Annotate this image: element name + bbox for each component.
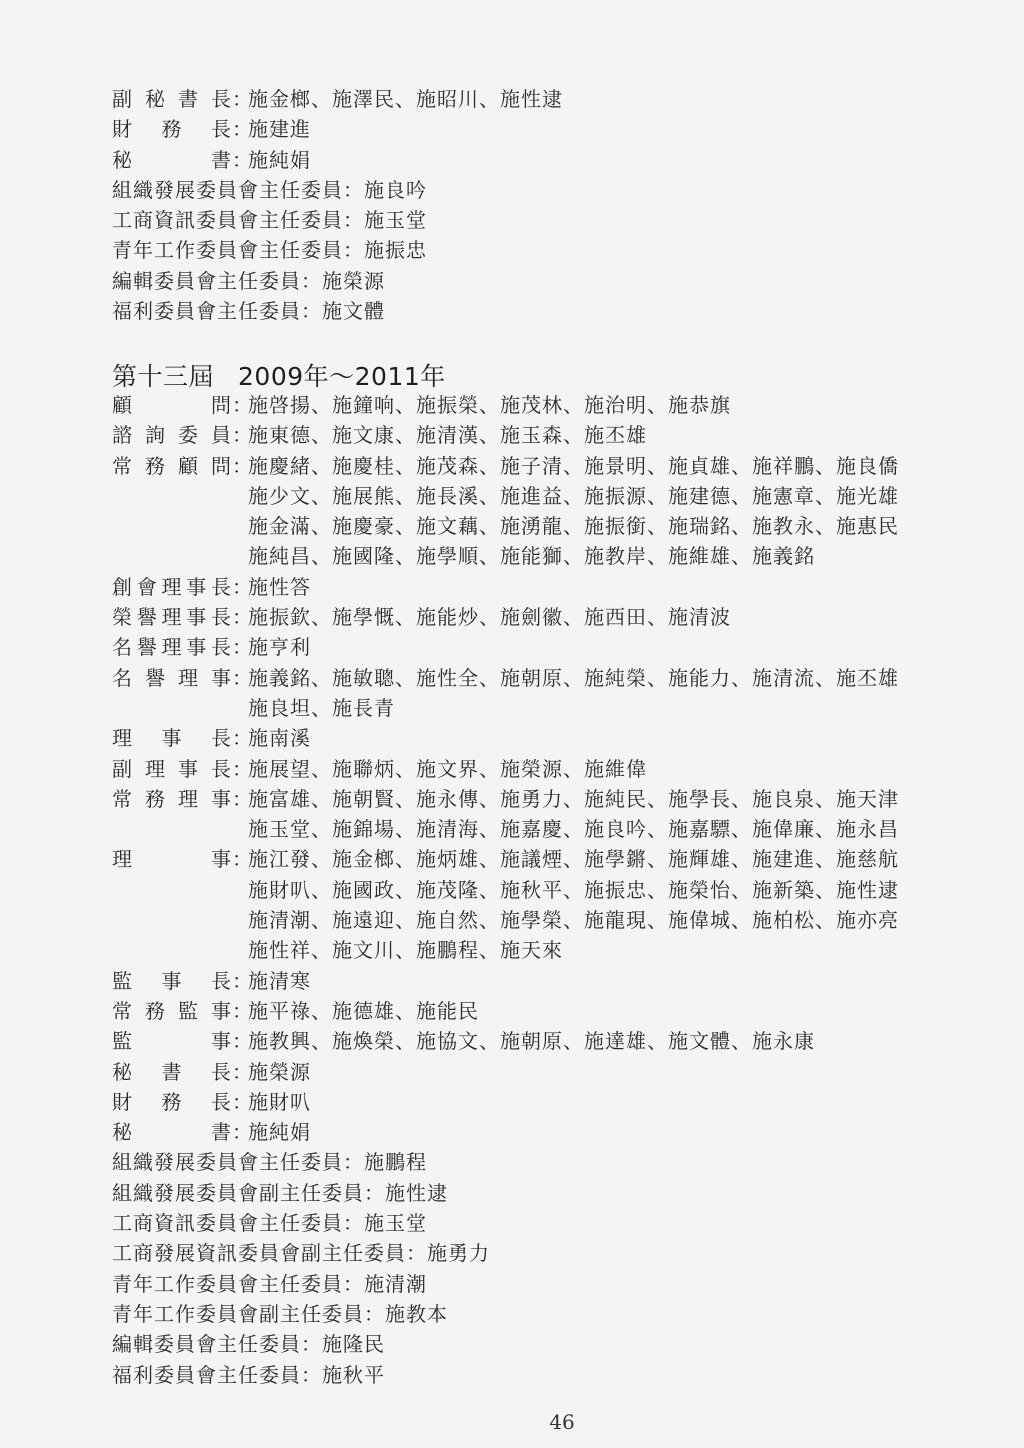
member-names-continued: 施性祥、施文川、施鵬程、施天來	[248, 938, 563, 963]
role-label: 監事長	[112, 968, 232, 993]
committee-line: 福利委員會主任委員：施文體	[112, 299, 385, 324]
role-label: 秘書	[112, 147, 232, 172]
role-label: 創會理事長	[112, 574, 232, 599]
committee-line: 編輯委員會主任委員：施隆民	[112, 1332, 385, 1357]
member-names: 施性答	[248, 574, 311, 599]
role-label: 監事	[112, 1029, 232, 1054]
committee-line: 福利委員會主任委員：施秋平	[112, 1362, 385, 1387]
entry-treasurer: 財務長 ： 施財叭	[112, 1087, 972, 1117]
entry-chief-supervisor: 監事長 ： 施清寒	[112, 966, 972, 996]
role-label: 副秘書長	[112, 87, 232, 111]
term-title: 第十三屆	[112, 362, 215, 391]
member-names: 施亨利	[248, 635, 311, 660]
role-label: 名譽理事長	[112, 635, 232, 660]
page-number: 46	[549, 1410, 575, 1434]
member-names-continued: 施良坦、施長青	[248, 695, 395, 720]
member-names: 施義銘、施敏聰、施性全、施朝原、施純榮、施能力、施清流、施丕雄	[248, 665, 899, 690]
entry-advisors: 顧問 ： 施啓揚、施鐘响、施振榮、施茂林、施治明、施恭旗	[112, 390, 972, 420]
member-names: 施純娟	[248, 147, 311, 172]
role-label: 常務理事	[112, 786, 232, 811]
entry-honorary-directors: 名譽理事 ： 施義銘、施敏聰、施性全、施朝原、施純榮、施能力、施清流、施丕雄	[112, 663, 972, 693]
member-names: 施財叭	[248, 1089, 311, 1114]
entry-directors: 理事 ： 施江發、施金榔、施炳雄、施議煙、施學鏘、施輝雄、施建進、施慈航	[112, 844, 972, 874]
committee-line: 組織發展委員會主任委員：施鵬程	[112, 1150, 427, 1175]
term-years: 2009年～2011年	[238, 362, 446, 391]
entry-standing-advisors: 常務顧問 ： 施慶緒、施慶桂、施茂森、施子清、施景明、施貞雄、施祥鵬、施良僑	[112, 451, 972, 481]
committee-line: 編輯委員會主任委員：施榮源	[112, 268, 385, 293]
member-names: 施江發、施金榔、施炳雄、施議煙、施學鏘、施輝雄、施建進、施慈航	[248, 847, 899, 872]
member-names: 施慶緒、施慶桂、施茂森、施子清、施景明、施貞雄、施祥鵬、施良僑	[248, 453, 899, 478]
member-names: 施平祿、施德雄、施能民	[248, 998, 479, 1023]
member-names: 施純娟	[248, 1120, 311, 1145]
role-label: 常務顧問	[112, 453, 232, 478]
member-names: 施教興、施煥榮、施協文、施朝原、施達雄、施文體、施永康	[248, 1029, 815, 1054]
committee-line: 工商發展資訊委員會副主任委員：施勇力	[112, 1241, 490, 1266]
member-names-continued: 施玉堂、施錦場、施清海、施嘉慶、施良吟、施嘉驃、施偉廉、施永昌	[248, 817, 899, 842]
entry-secretary: 秘書 ： 施純娟	[112, 145, 972, 175]
member-names-continued: 施純昌、施國隆、施學順、施能獅、施教岸、施維雄、施義銘	[248, 544, 815, 569]
term-heading	[112, 360, 446, 394]
entry-deputy-secretary-general: 副秘書長 ： 施金榔、施澤民、施昭川、施性逮	[112, 84, 972, 114]
role-label: 常務監事	[112, 998, 232, 1023]
entry-founding-chairman: 創會理事長 ： 施性答	[112, 572, 972, 602]
role-label: 榮譽理事長	[112, 605, 232, 630]
member-names: 施榮源	[248, 1059, 311, 1084]
role-label: 秘書長	[112, 1059, 232, 1084]
member-names-continued: 施財叭、施國政、施茂隆、施秋平、施振忠、施榮怡、施新築、施性逮	[248, 877, 899, 902]
role-label: 名譽理事	[112, 665, 232, 690]
member-names: 施展望、施聯炳、施文界、施榮源、施維偉	[248, 756, 647, 781]
committee-line: 工商資訊委員會主任委員：施玉堂	[112, 1211, 427, 1236]
member-names: 施振欽、施學慨、施能炒、施劍徽、施西田、施清波	[248, 605, 731, 630]
committee-line: 工商資訊委員會主任委員：施玉堂	[112, 208, 427, 233]
previous-term-block	[112, 84, 972, 326]
committee-line: 組織發展委員會主任委員：施良吟	[112, 177, 427, 202]
member-names-continued: 施金滿、施慶豪、施文藕、施湧龍、施振銜、施瑞銘、施教永、施惠民	[248, 514, 899, 539]
role-label: 副理事長	[112, 756, 232, 781]
role-label: 財務長	[112, 1089, 232, 1114]
role-label: 財務長	[112, 117, 232, 142]
entry-secretary: 秘書 ： 施純娟	[112, 1117, 972, 1147]
entry-honorary-chairman-2: 名譽理事長 ： 施亨利	[112, 632, 972, 662]
member-names: 施東德、施文康、施清漢、施玉森、施丕雄	[248, 423, 647, 448]
committee-line: 青年工作委員會主任委員：施振忠	[112, 238, 427, 263]
entry-treasurer: 財務長 ： 施建進	[112, 114, 972, 144]
committee-line: 青年工作委員會副主任委員：施教本	[112, 1301, 448, 1326]
member-names: 施清寒	[248, 968, 311, 993]
role-label: 理事長	[112, 726, 232, 751]
member-names: 施金榔、施澤民、施昭川、施性逮	[248, 87, 563, 111]
role-label: 秘書	[112, 1120, 232, 1145]
entry-vice-chairman: 副理事長 ： 施展望、施聯炳、施文界、施榮源、施維偉	[112, 754, 972, 784]
member-names-continued: 施少文、施展熊、施長溪、施進益、施振源、施建德、施憲章、施光雄	[248, 483, 899, 508]
entry-standing-directors: 常務理事 ： 施富雄、施朝賢、施永傳、施勇力、施純民、施學長、施良泉、施天津	[112, 784, 972, 814]
committee-line: 青年工作委員會主任委員：施清潮	[112, 1271, 427, 1296]
member-names: 施富雄、施朝賢、施永傳、施勇力、施純民、施學長、施良泉、施天津	[248, 786, 899, 811]
entry-chairman: 理事長 ： 施南溪	[112, 723, 972, 753]
role-label: 顧問	[112, 393, 232, 417]
member-names: 施啓揚、施鐘响、施振榮、施茂林、施治明、施恭旗	[248, 393, 731, 417]
entry-supervisors: 監事 ： 施教興、施煥榮、施協文、施朝原、施達雄、施文體、施永康	[112, 1026, 972, 1056]
member-names-continued: 施清潮、施遠迎、施自然、施學榮、施龍現、施偉城、施柏松、施亦亮	[248, 908, 899, 933]
member-names: 施建進	[248, 117, 311, 142]
entry-secretary-general: 秘書長 ： 施榮源	[112, 1057, 972, 1087]
entry-standing-supervisors: 常務監事 ： 施平祿、施德雄、施能民	[112, 996, 972, 1026]
role-label: 理事	[112, 847, 232, 872]
entry-consultants: 諮詢委員 ： 施東德、施文康、施清漢、施玉森、施丕雄	[112, 420, 972, 450]
member-names: 施南溪	[248, 726, 311, 751]
committee-line: 組織發展委員會副主任委員：施性逮	[112, 1180, 448, 1205]
role-label: 諮詢委員	[112, 423, 232, 448]
term-13-block	[112, 390, 972, 1390]
entry-honorary-chairman: 榮譽理事長 ： 施振欽、施學慨、施能炒、施劍徽、施西田、施清波	[112, 602, 972, 632]
